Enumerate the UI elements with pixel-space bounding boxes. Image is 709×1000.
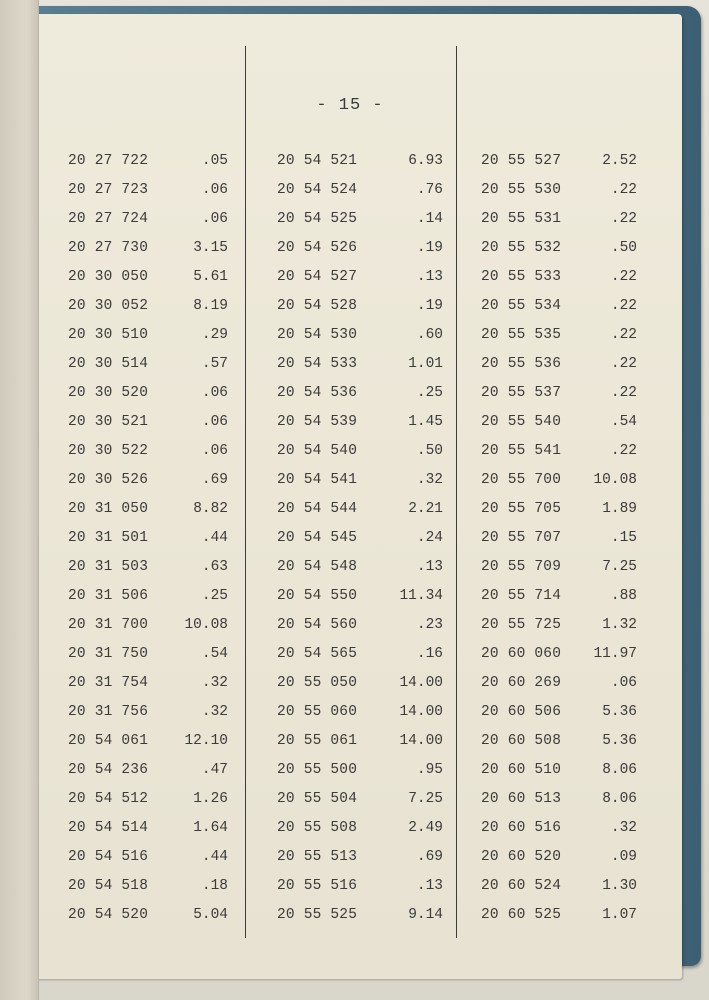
table-row: [68, 378, 228, 407]
table-row: [277, 291, 443, 320]
table-row: [68, 900, 228, 929]
part-number: 20 55 700: [481, 471, 562, 488]
price-value: 14.00: [399, 732, 443, 749]
part-number: 20 54 528: [277, 297, 358, 314]
part-number: 20 30 510: [68, 326, 149, 343]
table-row: [481, 320, 637, 349]
table-row: [68, 291, 228, 320]
price-value: .22: [610, 210, 637, 227]
part-number: 20 31 503: [68, 558, 149, 575]
table-row: [481, 465, 637, 494]
part-number: 20 55 508: [277, 819, 358, 836]
table-row: [277, 175, 443, 204]
column-divider: [456, 46, 457, 938]
price-value: 1.30: [602, 877, 637, 894]
part-number: 20 30 050: [68, 268, 149, 285]
part-number: 20 31 750: [68, 645, 149, 662]
price-value: .06: [201, 413, 228, 430]
part-number: 20 27 722: [68, 152, 149, 169]
part-number: 20 31 756: [68, 703, 149, 720]
price-value: .13: [416, 877, 443, 894]
table-row: [481, 639, 637, 668]
price-value: 1.89: [602, 500, 637, 517]
part-number: 20 55 714: [481, 587, 562, 604]
part-number: 20 55 531: [481, 210, 562, 227]
table-row: [277, 349, 443, 378]
part-number: 20 54 527: [277, 268, 358, 285]
part-number: 20 54 536: [277, 384, 358, 401]
part-number: 20 55 530: [481, 181, 562, 198]
part-number: 20 30 526: [68, 471, 149, 488]
part-number: 20 55 050: [277, 674, 358, 691]
price-value: 5.61: [193, 268, 228, 285]
price-value: 14.00: [399, 674, 443, 691]
table-row: [277, 204, 443, 233]
price-value: 8.06: [602, 761, 637, 778]
price-value: 3.15: [193, 239, 228, 256]
price-value: 14.00: [399, 703, 443, 720]
page-number: - 15 -: [316, 96, 384, 115]
price-value: 5.36: [602, 732, 637, 749]
part-number: 20 54 545: [277, 529, 358, 546]
price-value: 1.26: [193, 790, 228, 807]
price-value: .22: [610, 355, 637, 372]
part-number: 20 55 705: [481, 500, 562, 517]
part-number: 20 55 541: [481, 442, 562, 459]
part-number: 20 54 533: [277, 355, 358, 372]
price-value: 5.04: [193, 906, 228, 923]
price-column-3: [481, 146, 637, 929]
table-row: [481, 146, 637, 175]
price-value: 8.82: [193, 500, 228, 517]
table-row: [277, 465, 443, 494]
table-row: [68, 871, 228, 900]
part-number: 20 55 535: [481, 326, 562, 343]
price-value: .22: [610, 326, 637, 343]
part-number: 20 55 707: [481, 529, 562, 546]
table-row: [277, 407, 443, 436]
part-number: 20 55 527: [481, 152, 562, 169]
price-value: 7.25: [602, 558, 637, 575]
part-number: 20 55 540: [481, 413, 562, 430]
price-value: .25: [201, 587, 228, 604]
part-number: 20 54 526: [277, 239, 358, 256]
table-row: [481, 175, 637, 204]
table-row: [481, 523, 637, 552]
part-number: 20 54 512: [68, 790, 149, 807]
table-row: [68, 697, 228, 726]
price-value: .19: [416, 297, 443, 314]
part-number: 20 54 236: [68, 761, 149, 778]
table-row: [277, 610, 443, 639]
price-value: .32: [201, 703, 228, 720]
part-number: 20 54 524: [277, 181, 358, 198]
part-number: 20 30 522: [68, 442, 149, 459]
price-value: .69: [416, 848, 443, 865]
price-value: .06: [610, 674, 637, 691]
part-number: 20 60 506: [481, 703, 562, 720]
part-number: 20 54 514: [68, 819, 149, 836]
part-number: 20 30 521: [68, 413, 149, 430]
price-value: .50: [416, 442, 443, 459]
price-value: .69: [201, 471, 228, 488]
part-number: 20 54 520: [68, 906, 149, 923]
table-row: [68, 436, 228, 465]
price-value: .06: [201, 442, 228, 459]
price-value: .22: [610, 442, 637, 459]
price-value: .32: [201, 674, 228, 691]
table-row: [68, 581, 228, 610]
table-row: [68, 813, 228, 842]
part-number: 20 55 060: [277, 703, 358, 720]
part-number: 20 55 709: [481, 558, 562, 575]
part-number: 20 54 544: [277, 500, 358, 517]
price-value: 1.01: [408, 355, 443, 372]
table-row: [481, 494, 637, 523]
part-number: 20 54 548: [277, 558, 358, 575]
price-value: 11.97: [593, 645, 637, 662]
table-row: [68, 233, 228, 262]
price-value: .16: [416, 645, 443, 662]
part-number: 20 27 723: [68, 181, 149, 198]
part-number: 20 55 536: [481, 355, 562, 372]
table-row: [481, 668, 637, 697]
part-number: 20 31 050: [68, 500, 149, 517]
table-row: [277, 552, 443, 581]
part-number: 20 55 061: [277, 732, 358, 749]
price-value: .88: [610, 587, 637, 604]
price-value: .63: [201, 558, 228, 575]
price-value: .06: [201, 210, 228, 227]
price-value: .22: [610, 181, 637, 198]
table-row: [277, 726, 443, 755]
part-number: 20 55 513: [277, 848, 358, 865]
price-value: .05: [201, 152, 228, 169]
table-row: [481, 900, 637, 929]
table-row: [481, 291, 637, 320]
table-row: [68, 175, 228, 204]
part-number: 20 54 540: [277, 442, 358, 459]
table-row: [68, 639, 228, 668]
table-row: [481, 349, 637, 378]
price-value: .13: [416, 268, 443, 285]
part-number: 20 55 500: [277, 761, 358, 778]
table-row: [277, 813, 443, 842]
price-value: 9.14: [408, 906, 443, 923]
table-row: [277, 233, 443, 262]
table-row: [277, 378, 443, 407]
part-number: 20 54 525: [277, 210, 358, 227]
price-value: 5.36: [602, 703, 637, 720]
table-row: [68, 465, 228, 494]
price-value: 8.06: [602, 790, 637, 807]
table-row: [481, 407, 637, 436]
part-number: 20 55 534: [481, 297, 562, 314]
table-row: [68, 726, 228, 755]
table-row: [277, 755, 443, 784]
part-number: 20 27 724: [68, 210, 149, 227]
table-row: [481, 871, 637, 900]
price-value: 1.64: [193, 819, 228, 836]
part-number: 20 60 525: [481, 906, 562, 923]
price-value: 10.08: [184, 616, 228, 633]
table-row: [277, 262, 443, 291]
part-number: 20 30 520: [68, 384, 149, 401]
price-value: .24: [416, 529, 443, 546]
table-row: [68, 262, 228, 291]
price-value: .22: [610, 384, 637, 401]
table-row: [277, 639, 443, 668]
part-number: 20 54 530: [277, 326, 358, 343]
part-number: 20 54 518: [68, 877, 149, 894]
table-row: [277, 871, 443, 900]
table-row: [277, 842, 443, 871]
table-row: [68, 523, 228, 552]
price-value: .60: [416, 326, 443, 343]
price-value: .15: [610, 529, 637, 546]
price-value: .44: [201, 848, 228, 865]
part-number: 20 60 524: [481, 877, 562, 894]
table-row: [68, 668, 228, 697]
table-row: [481, 726, 637, 755]
price-value: 11.34: [399, 587, 443, 604]
price-column-2: [277, 146, 443, 929]
part-number: 20 60 060: [481, 645, 562, 662]
table-row: [68, 784, 228, 813]
price-value: .13: [416, 558, 443, 575]
part-number: 20 31 754: [68, 674, 149, 691]
price-column-1: [68, 146, 228, 929]
part-number: 20 55 525: [277, 906, 358, 923]
table-row: [481, 842, 637, 871]
table-row: [277, 320, 443, 349]
price-value: 2.21: [408, 500, 443, 517]
price-value: .14: [416, 210, 443, 227]
table-row: [277, 900, 443, 929]
table-row: [481, 204, 637, 233]
table-row: [68, 494, 228, 523]
price-value: .32: [416, 471, 443, 488]
part-number: 20 55 533: [481, 268, 562, 285]
price-value: .18: [201, 877, 228, 894]
price-value: .32: [610, 819, 637, 836]
table-row: [481, 755, 637, 784]
part-number: 20 60 516: [481, 819, 562, 836]
price-value: 12.10: [184, 732, 228, 749]
price-value: .25: [416, 384, 443, 401]
part-number: 20 60 269: [481, 674, 562, 691]
part-number: 20 60 513: [481, 790, 562, 807]
table-row: [68, 842, 228, 871]
part-number: 20 54 539: [277, 413, 358, 430]
price-value: .50: [610, 239, 637, 256]
price-value: .57: [201, 355, 228, 372]
part-number: 20 54 061: [68, 732, 149, 749]
part-number: 20 60 520: [481, 848, 562, 865]
price-value: 10.08: [593, 471, 637, 488]
price-value: .47: [201, 761, 228, 778]
price-value: .23: [416, 616, 443, 633]
part-number: 20 31 700: [68, 616, 149, 633]
part-number: 20 55 725: [481, 616, 562, 633]
table-row: [277, 523, 443, 552]
part-number: 20 55 504: [277, 790, 358, 807]
table-row: [481, 813, 637, 842]
part-number: 20 54 516: [68, 848, 149, 865]
table-row: [68, 146, 228, 175]
table-row: [277, 436, 443, 465]
price-value: 7.25: [408, 790, 443, 807]
part-number: 20 60 510: [481, 761, 562, 778]
part-number: 20 27 730: [68, 239, 149, 256]
column-divider: [245, 46, 246, 938]
table-row: [68, 755, 228, 784]
table-row: [481, 581, 637, 610]
price-value: .95: [416, 761, 443, 778]
part-number: 20 54 565: [277, 645, 358, 662]
part-number: 20 55 537: [481, 384, 562, 401]
price-value: 1.45: [408, 413, 443, 430]
price-value: 1.07: [602, 906, 637, 923]
table-row: [68, 320, 228, 349]
table-row: [68, 407, 228, 436]
part-number: 20 30 514: [68, 355, 149, 372]
part-number: 20 60 508: [481, 732, 562, 749]
table-row: [481, 552, 637, 581]
price-value: .22: [610, 297, 637, 314]
part-number: 20 54 541: [277, 471, 358, 488]
price-value: .06: [201, 384, 228, 401]
part-number: 20 55 532: [481, 239, 562, 256]
table-row: [481, 262, 637, 291]
part-number: 20 55 516: [277, 877, 358, 894]
table-row: [481, 378, 637, 407]
table-row: [277, 494, 443, 523]
price-value: .09: [610, 848, 637, 865]
table-row: [481, 436, 637, 465]
table-row: [68, 552, 228, 581]
price-value: .76: [416, 181, 443, 198]
table-row: [68, 204, 228, 233]
table-row: [277, 146, 443, 175]
price-value: .22: [610, 268, 637, 285]
table-row: [481, 610, 637, 639]
table-row: [481, 784, 637, 813]
table-row: [68, 349, 228, 378]
part-number: 20 54 560: [277, 616, 358, 633]
price-value: .54: [201, 645, 228, 662]
table-row: [277, 784, 443, 813]
price-value: .19: [416, 239, 443, 256]
table-row: [481, 233, 637, 262]
price-value: 6.93: [408, 152, 443, 169]
price-value: 2.49: [408, 819, 443, 836]
table-row: [277, 668, 443, 697]
price-value: 8.19: [193, 297, 228, 314]
part-number: 20 31 506: [68, 587, 149, 604]
table-row: [277, 581, 443, 610]
price-value: 1.32: [602, 616, 637, 633]
part-number: 20 31 501: [68, 529, 149, 546]
price-value: 2.52: [602, 152, 637, 169]
table-row: [277, 697, 443, 726]
part-number: 20 30 052: [68, 297, 149, 314]
part-number: 20 54 521: [277, 152, 358, 169]
part-number: 20 54 550: [277, 587, 358, 604]
table-row: [481, 697, 637, 726]
price-value: .29: [201, 326, 228, 343]
previous-page-edge: [0, 0, 39, 1000]
table-row: [68, 610, 228, 639]
price-value: .44: [201, 529, 228, 546]
price-value: .06: [201, 181, 228, 198]
price-value: .54: [610, 413, 637, 430]
